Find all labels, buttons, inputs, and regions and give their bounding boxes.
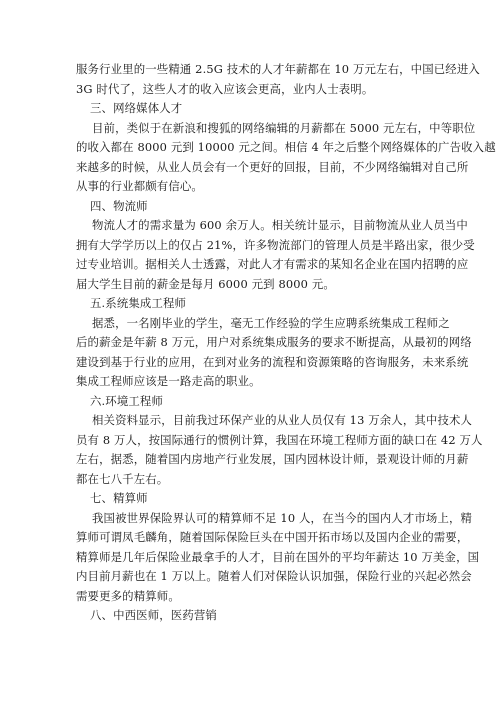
text-line: 拥有大学学历以上的仅占 21%，许多物流部门的管理人员是半路出家，很少受 [76,237,475,252]
text-line: 后的薪金是年薪 8 万元，用户对系统集成服务的要求不断提高，从最初的网络 [76,335,472,349]
document-body [76,60,496,626]
text-line: 的收入都在 8000 元到 10000 元之间。相信 4 年之后整个网络媒体的广告收入越 [76,140,496,154]
text-line: 集成工程师应该是一路走高的职业。 [76,374,261,388]
text-line: 服务行业里的一些精通 2.5G 技术的人才年薪都在 10 万元左右，中国已经进入 [76,62,480,76]
section-heading-logistics: 四、物流师 [90,198,148,213]
paragraph-network-media [76,119,496,197]
text-line: 目前，类似于在新浪和搜狐的网络编辑的月薪都在 5000 元左右，中等职位 [92,120,476,135]
text-line: 精算师是几年后保险业最拿手的人才，目前在国外的平均年薪达 10 万美金，国 [76,549,480,564]
paragraph-actuary [76,509,480,607]
text-line: 左右，据悉，随着国内房地产行业发展，国内园林设计师，景观设计师的月薪 [76,452,469,466]
paragraph-environmental [76,411,483,489]
text-line: 内目前月薪也在 1 万以上。随着人们对保险认识加强，保险行业的兴起必然会 [76,569,472,583]
text-line: 相关资料显示，目前我过环保产业的从业人员仅有 13 万余人，其中技术人 [92,413,473,427]
paragraph-system-integration [76,314,472,392]
paragraph-it-services [76,60,480,99]
text-line: 员有 8 万人，按国际通行的惯例计算，我国在环境工程师方面的缺口在 42 万人 [76,432,483,447]
text-line: 过专业培训。据相关人士透露，对此人才有需求的某知名企业在国内招聘的应 [76,257,469,271]
text-line: 3G 时代了，这些人才的收入应该会更高，业内人士表明。 [76,81,374,96]
paragraph-logistics [76,216,475,294]
text-line: 需要更多的精算师。 [76,588,180,603]
text-line: 我国被世界保险界认可的精算师不足 10 人，在当今的国内人才市场上，精 [92,510,473,525]
text-line: 算师可谓凤毛麟角，随着国际保险巨头在中国开拓市场以及国内企业的需要， [76,530,469,544]
section-heading-actuary: 七、精算师 [90,491,148,505]
text-line: 建设到基于行业的应用，在到对业务的流程和资源策略的咨询服务，未来系统 [76,354,469,369]
text-line: 从事的行业都颇有信心。 [76,179,203,193]
section-heading-system-integration: 五.系统集成工程师 [90,296,187,310]
section-heading-network-media: 三、网络媒体人才 [90,101,183,115]
text-line: 来越多的时候，从业人员会有一个更好的回报，目前，不少网络编辑对自己所 [76,159,469,174]
text-line: 届大学生目前的薪金是每月 6000 元到 8000 元。 [76,276,335,291]
text-line: 据悉，一名刚毕业的学生，毫无工作经验的学生应聘系统集成工程师之 [92,315,450,330]
text-line: 都在七八千左右。 [76,471,169,486]
section-heading-medicine: 八、中西医师，医药营销 [90,608,217,622]
section-heading-environmental: 六.环境工程师 [90,393,164,408]
text-line: 物流人才的需求量为 600 余万人。相关统计显示，目前物流从业人员当中 [92,218,468,232]
